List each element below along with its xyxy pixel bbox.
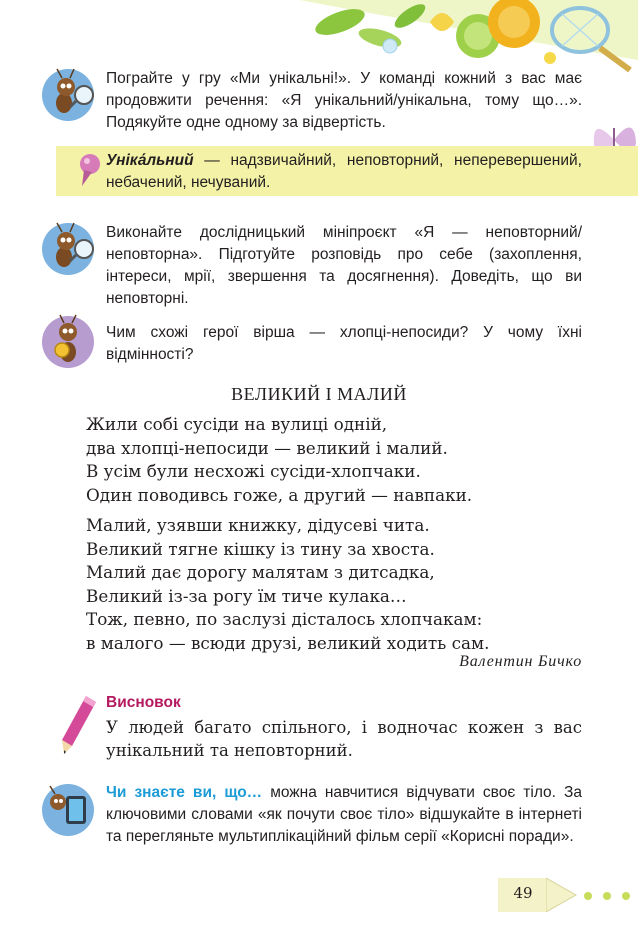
- decorative-dot: [584, 892, 592, 900]
- definition: [106, 150, 582, 194]
- poem-line: в малого — всюди друзі, великий ходить сам.: [86, 632, 490, 653]
- ant-magnifier-icon: [40, 65, 100, 125]
- decorative-dot: [603, 892, 611, 900]
- task-question-text: Чим схожі герої вірша — хлопці-непосиди? У чому їхні відмінності?: [106, 324, 582, 363]
- poem-line: Великий тягне кішку із тину за хвоста.: [86, 538, 435, 559]
- poem-stanza-2: [86, 514, 489, 655]
- did-you-know: [106, 782, 582, 848]
- poem-line: Тож, певно, по заслузі дісталось хлопчакам:: [86, 609, 483, 629]
- did-you-know-text: можна навчитися відчувати своє тіло. За ключовими словами «як почути своє тіло» відшукайте в інтернеті та перегляньте мультиплікаційний фільм серії «Корисні поради».: [106, 784, 582, 845]
- page-number: 49: [513, 884, 533, 902]
- decorative-dot: [622, 892, 630, 900]
- ant-tablet-icon: [40, 780, 100, 840]
- conclusion-text: У людей багато спільного, і водночас кожен з вас унікальний та неповторний.: [106, 718, 582, 760]
- poem-title: ВЕЛИКИЙ І МАЛИЙ: [231, 384, 407, 404]
- poem-line: Великий із-за рогу їм тиче кулака…: [86, 585, 407, 606]
- poem-line: Один поводивсь гоже, а другий — навпаки.: [86, 484, 473, 505]
- poem-stanza-1: [86, 413, 472, 507]
- definition-term: Унiка́льний: [106, 152, 194, 169]
- pencil-tip-decoration: [546, 878, 578, 912]
- task-project-text: Виконайте дослідницький мініпроєкт «Я — неповторний/ неповторна». Підготуйте розповідь про себе (захоплення, інтереси, мрії, звершення та досягнення). Доведіть, що ви неповторні.: [106, 224, 582, 307]
- poem-line: В усім були несхожі сусіди-хлопчаки.: [86, 461, 421, 481]
- pushpin-icon: [72, 150, 106, 190]
- definition-text: — надзвичайний, неповторний, неперевершений, небачений, нечуваний.: [106, 152, 582, 191]
- pencil-icon: [56, 694, 100, 756]
- did-you-know-lead: Чи знаєте ви, що…: [106, 784, 263, 801]
- poem-line: два хлопці-непосиди — великий і малий.: [86, 437, 448, 458]
- poem-line: Малий дає дорогу малятам з дитсадка,: [86, 562, 435, 582]
- task-game-text: Пограйте у гру «Ми унікальні!». У команді кожний з вас має продовжити речення: «Я унікальний/унікальна, тому що…». Подякуйте одне одному за відвертість.: [106, 70, 582, 131]
- ant-medal-icon: [40, 312, 100, 372]
- poem-line: Жили собі сусіди на вулиці одній,: [86, 414, 388, 434]
- poem-line: Малий, узявши книжку, дідусеві чита.: [86, 515, 430, 535]
- poem-author: Валентин Бичко: [459, 653, 582, 670]
- conclusion-title: Висновок: [106, 694, 181, 711]
- ant-magnifier-icon: [40, 219, 100, 279]
